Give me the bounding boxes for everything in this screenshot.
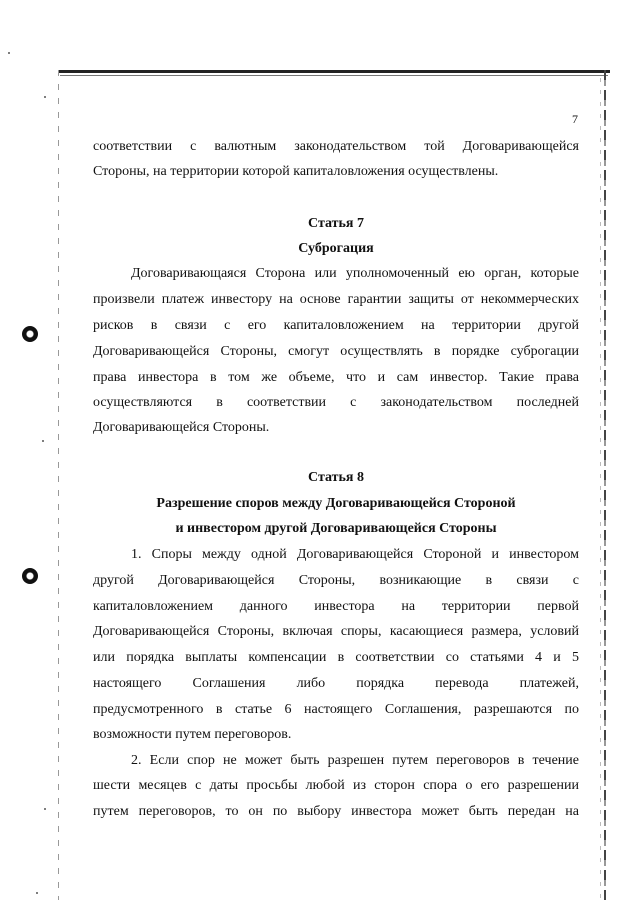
article-8-heading-line-2: и инвестором другой Договаривающейся Стороны xyxy=(175,521,497,536)
text-line: настоящего Соглашения либо порядка перевода платежей, xyxy=(93,676,579,691)
scan-border-top xyxy=(58,70,610,73)
text-line: 2. Если спор не может быть разрешен путем переговоров в течение xyxy=(131,753,579,768)
text-line: капиталовложением данного инвестора на территории первой xyxy=(93,599,579,614)
text-line: возможности путем переговоров. xyxy=(93,727,292,742)
scan-border-left xyxy=(58,70,59,900)
text-line: соответствии с валютным законодательством той Договаривающейся xyxy=(93,139,579,154)
page-number: 7 xyxy=(572,112,578,126)
scan-speck xyxy=(44,808,46,810)
scan-border-right-inner xyxy=(600,78,601,898)
punch-hole-icon xyxy=(22,568,38,584)
text-line: права инвестора в том же объеме, что и сам инвестор. Такие права xyxy=(93,370,579,385)
article-8-heading-line-1: Разрешение споров между Договаривающейся Стороной xyxy=(156,496,516,511)
text-line: Договаривающейся Стороны, включая споры, касающиеся размера, условий xyxy=(93,624,579,639)
text-line: 1. Споры между одной Договаривающейся Стороной и инвестором xyxy=(131,547,579,562)
text-line: произвели платеж инвестору на основе гарантии защиты от некоммерческих xyxy=(93,292,579,307)
text-line: Договаривающейся Стороны, смогут осуществлять в порядке суброгации xyxy=(93,344,579,359)
text-line: шести месяцев с даты просьбы любой из сторон спора о его разрешении xyxy=(93,778,579,793)
text-line: другой Договаривающейся Стороны, возникающие в связи с xyxy=(93,573,579,588)
text-line: Стороны, на территории которой капиталовложения осуществлены. xyxy=(93,164,499,179)
article-8-title: Статья 8 xyxy=(308,470,364,485)
punch-hole-icon xyxy=(22,326,38,342)
scan-speck xyxy=(42,440,44,442)
scan-border-right xyxy=(604,70,606,900)
text-line: путем переговоров, то он по выбору инвестора может быть передан на xyxy=(93,804,579,819)
text-line: или порядка выплаты компенсации в соответствии со статьями 4 и 5 xyxy=(93,650,579,665)
text-line: рисков в связи с его капиталовложением на территории другой xyxy=(93,318,579,333)
scan-speck xyxy=(8,52,10,54)
scan-border-top-inner xyxy=(60,75,608,76)
text-line: Договаривающейся Стороны. xyxy=(93,420,270,435)
text-line: предусмотренного в статье 6 настоящего Соглашения, разрешаются по xyxy=(93,702,579,717)
scan-speck xyxy=(36,892,38,894)
article-7-title: Статья 7 xyxy=(308,216,364,231)
scan-speck xyxy=(44,96,46,98)
text-line: Договаривающаяся Сторона или уполномоченный ею орган, которые xyxy=(131,266,579,281)
article-7-heading: Суброгация xyxy=(298,241,374,256)
text-line: осуществляются в соответствии с законодательством последней xyxy=(93,395,579,410)
